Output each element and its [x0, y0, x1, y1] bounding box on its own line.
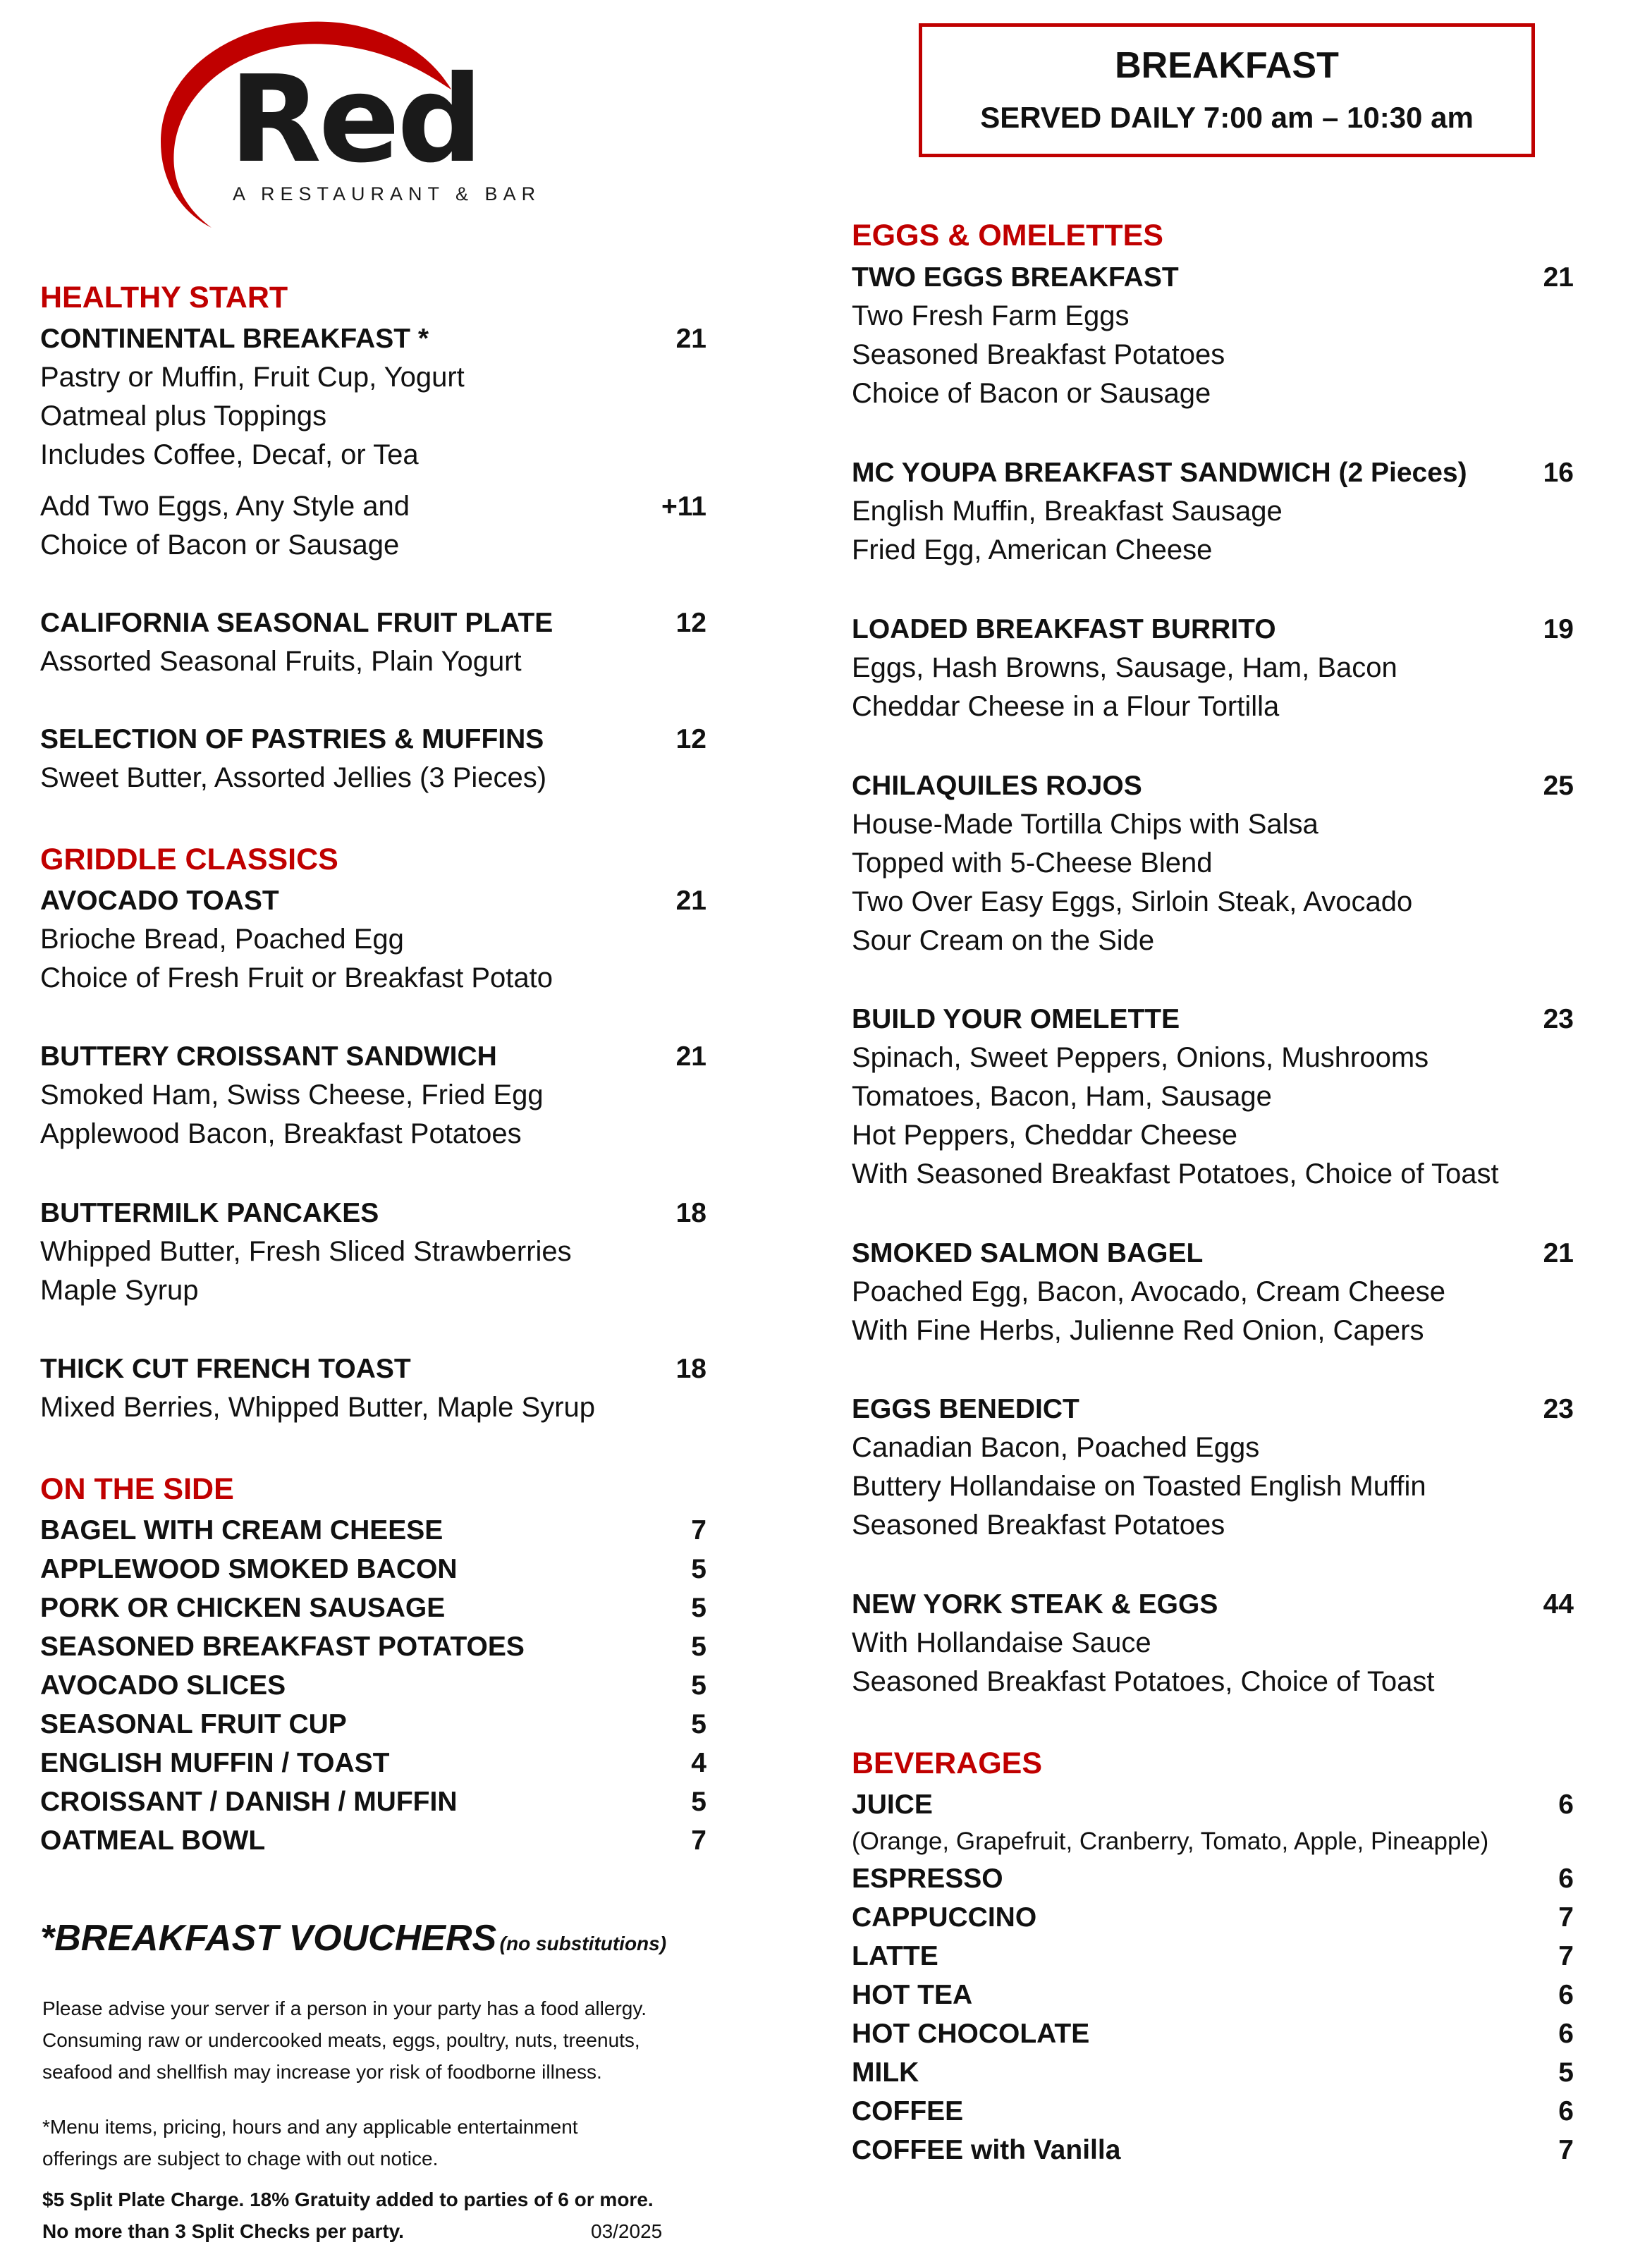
item-price: 7 — [1558, 2135, 1574, 2165]
item-name: COFFEE with Vanilla — [852, 2135, 1121, 2165]
menu-item — [40, 604, 706, 681]
section-title-beverages: BEVERAGES — [852, 1746, 1043, 1780]
item-description: Smoked Ham, Swiss Cheese, Fried Egg — [40, 1079, 544, 1110]
item-description: English Muffin, Breakfast Sausage — [852, 496, 1283, 527]
policy-line: $5 Split Plate Charge. 18% Gratuity added to parties of 6 or more. — [42, 2189, 654, 2210]
item-description: Sour Cream on the Side — [852, 925, 1155, 956]
item-description: Fried Egg, American Cheese — [852, 534, 1213, 565]
item-description: Seasoned Breakfast Potatoes — [852, 1510, 1225, 1541]
allergy-line: Consuming raw or undercooked meats, eggs, poultry, nuts, treenuts, — [42, 2029, 640, 2051]
item-name: MILK — [852, 2057, 919, 2088]
item-price: 18 — [675, 1354, 706, 1384]
allergy-notice — [42, 1993, 719, 2088]
item-price: 5 — [1558, 2057, 1574, 2088]
menu-hours: SERVED DAILY 7:00 am – 10:30 am — [980, 101, 1474, 134]
item-name: LOADED BREAKFAST BURRITO — [852, 614, 1276, 644]
list-item — [852, 2014, 1574, 2053]
item-name: MC YOUPA BREAKFAST SANDWICH (2 Pieces) — [852, 458, 1467, 488]
item-name: AVOCADO TOAST — [40, 886, 279, 916]
list-item — [852, 1859, 1574, 1898]
notice-line: offerings are subject to chage with out notice. — [42, 2148, 439, 2170]
item-price: 23 — [1543, 1004, 1574, 1034]
item-price: 6 — [1558, 2096, 1574, 2126]
list-item — [40, 1550, 706, 1589]
item-description: Two Fresh Farm Eggs — [852, 300, 1130, 331]
list-item — [40, 1589, 706, 1627]
item-description: Topped with 5-Cheese Blend — [852, 847, 1213, 879]
item-price: 12 — [675, 724, 706, 754]
list-item — [852, 2092, 1574, 2131]
item-name: ESPRESSO — [852, 1864, 1003, 1894]
item-name: OATMEAL BOWL — [40, 1825, 266, 1856]
item-description: Maple Syrup — [40, 1275, 199, 1306]
item-name: PORK OR CHICKEN SAUSAGE — [40, 1593, 446, 1623]
policy-line: No more than 3 Split Checks per party. — [42, 2220, 404, 2242]
item-price: 21 — [675, 886, 706, 916]
list-item — [40, 1821, 706, 1860]
menu-item — [40, 1350, 706, 1427]
menu-item — [40, 1037, 706, 1153]
item-price: 5 — [691, 1554, 706, 1584]
item-description: Includes Coffee, Decaf, or Tea — [40, 439, 419, 470]
item-description: Poached Egg, Bacon, Avocado, Cream Cheese — [852, 1276, 1446, 1307]
item-name: CHILAQUILES ROJOS — [852, 771, 1142, 801]
item-description: Eggs, Hash Browns, Sausage, Ham, Bacon — [852, 652, 1397, 683]
item-price: 7 — [691, 1825, 706, 1856]
item-description: With Seasoned Breakfast Potatoes, Choice of Toast — [852, 1158, 1499, 1189]
item-price: 5 — [691, 1787, 706, 1817]
list-item — [40, 1705, 706, 1744]
item-name: SEASONAL FRUIT CUP — [40, 1709, 347, 1739]
item-description: Canadian Bacon, Poached Eggs — [852, 1432, 1260, 1463]
item-name: EGGS BENEDICT — [852, 1394, 1079, 1424]
item-description: Choice of Fresh Fruit or Breakfast Potato — [40, 962, 553, 993]
vouchers-heading — [40, 1916, 666, 1960]
list-item — [40, 1782, 706, 1821]
section-title-eggs-omelettes: EGGS & OMELETTES — [852, 219, 1163, 252]
section-title-on-the-side: ON THE SIDE — [40, 1472, 234, 1506]
item-price: 4 — [691, 1748, 706, 1778]
notice-line: *Menu items, pricing, hours and any applicable entertainment — [42, 2116, 578, 2138]
menu-item — [852, 610, 1574, 726]
menu-item — [852, 1234, 1574, 1350]
menu-item — [40, 319, 706, 475]
allergy-line: Please advise your server if a person in your party has a food allergy. — [42, 1997, 647, 2019]
item-name: CROISSANT / DANISH / MUFFIN — [40, 1787, 458, 1817]
item-price: 7 — [1558, 1941, 1574, 1971]
item-description: House-Made Tortilla Chips with Salsa — [852, 809, 1318, 840]
item-price: 12 — [675, 608, 706, 638]
item-description: Mixed Berries, Whipped Butter, Maple Syrup — [40, 1392, 596, 1423]
item-description: Sweet Butter, Assorted Jellies (3 Pieces) — [40, 762, 547, 793]
item-price: 5 — [691, 1632, 706, 1662]
item-price: 23 — [1543, 1394, 1574, 1424]
menu-date: 03/2025 — [591, 2220, 663, 2242]
list-item — [40, 1627, 706, 1666]
item-price: 21 — [1543, 262, 1574, 293]
logo-tagline: A RESTAURANT & BAR — [233, 183, 542, 204]
list-item — [852, 2053, 1574, 2092]
item-description: Two Over Easy Eggs, Sirloin Steak, Avocado — [852, 886, 1413, 917]
item-name: ENGLISH MUFFIN / TOAST — [40, 1748, 390, 1778]
menu-item — [852, 1000, 1574, 1194]
menu-item — [852, 1785, 1574, 1859]
item-price: 6 — [1558, 1980, 1574, 2010]
item-price: 21 — [1543, 1238, 1574, 1268]
menu-item — [852, 258, 1574, 413]
item-name: HOT CHOCOLATE — [852, 2019, 1090, 2049]
item-name: BAGEL WITH CREAM CHEESE — [40, 1515, 443, 1546]
item-name: BUILD YOUR OMELETTE — [852, 1004, 1180, 1034]
item-name: BUTTERY CROISSANT SANDWICH — [40, 1041, 497, 1072]
list-item — [40, 1511, 706, 1550]
item-description: Applewood Bacon, Breakfast Potatoes — [40, 1118, 522, 1149]
item-description: Choice of Bacon or Sausage — [40, 530, 400, 561]
item-name: CALIFORNIA SEASONAL FRUIT PLATE — [40, 608, 553, 638]
menu-item — [852, 1585, 1574, 1701]
item-price: 6 — [1558, 1864, 1574, 1894]
item-name: BUTTERMILK PANCAKES — [40, 1198, 379, 1228]
item-description: Brioche Bread, Poached Egg — [40, 924, 404, 955]
item-price: 5 — [691, 1670, 706, 1701]
menu-item — [40, 1194, 706, 1310]
menu-item — [40, 720, 706, 797]
item-price: 25 — [1543, 771, 1574, 801]
item-description: Seasoned Breakfast Potatoes — [852, 339, 1225, 370]
item-price: 5 — [691, 1593, 706, 1623]
item-name: LATTE — [852, 1941, 938, 1971]
item-description: Choice of Bacon or Sausage — [852, 378, 1211, 409]
item-description: With Hollandaise Sauce — [852, 1627, 1151, 1658]
logo-wordmark: Red — [229, 50, 480, 190]
list-item — [852, 2131, 1574, 2170]
item-name: CONTINENTAL BREAKFAST * — [40, 324, 429, 354]
item-description: Cheddar Cheese in a Flour Tortilla — [852, 691, 1280, 722]
item-description: Tomatoes, Bacon, Ham, Sausage — [852, 1081, 1272, 1112]
item-description: With Fine Herbs, Julienne Red Onion, Capers — [852, 1315, 1424, 1346]
item-price: 5 — [691, 1709, 706, 1739]
list-item — [40, 1744, 706, 1782]
item-description: Pastry or Muffin, Fruit Cup, Yogurt — [40, 362, 465, 393]
item-name: JUICE — [852, 1789, 933, 1820]
vouchers-title: *BREAKFAST VOUCHERS — [40, 1918, 497, 1959]
list-item — [852, 1898, 1574, 1937]
item-name: COFFEE — [852, 2096, 964, 2126]
item-price: 19 — [1543, 614, 1574, 644]
item-name: THICK CUT FRENCH TOAST — [40, 1354, 411, 1384]
beverage-list — [852, 1859, 1574, 2170]
item-price: 16 — [1543, 458, 1574, 488]
menu-item — [40, 487, 706, 565]
item-name: NEW YORK STEAK & EGGS — [852, 1589, 1218, 1620]
juice-options: (Orange, Grapefruit, Cranberry, Tomato, Apple, Pineapple) — [852, 1828, 1489, 1855]
item-price: 6 — [1558, 2019, 1574, 2049]
item-price: 21 — [675, 1041, 706, 1072]
item-name: TWO EGGS BREAKFAST — [852, 262, 1179, 293]
item-name: SMOKED SALMON BAGEL — [852, 1238, 1204, 1268]
item-description: Seasoned Breakfast Potatoes, Choice of Toast — [852, 1666, 1435, 1697]
item-price: +11 — [661, 491, 706, 522]
item-price: 21 — [675, 324, 706, 354]
menu-item — [40, 881, 706, 998]
logo — [134, 18, 571, 229]
item-name: SELECTION OF PASTRIES & MUFFINS — [40, 724, 544, 754]
menu-change-notice — [42, 2111, 719, 2174]
section-title-griddle-classics: GRIDDLE CLASSICS — [40, 843, 338, 876]
item-description: Hot Peppers, Cheddar Cheese — [852, 1120, 1237, 1151]
item-price: 18 — [675, 1198, 706, 1228]
item-price: 7 — [691, 1515, 706, 1546]
menu-item — [852, 766, 1574, 960]
item-description: Whipped Butter, Fresh Sliced Strawberries — [40, 1236, 572, 1267]
item-name: AVOCADO SLICES — [40, 1670, 286, 1701]
item-name: Add Two Eggs, Any Style and — [40, 491, 410, 522]
allergy-line: seafood and shellfish may increase yor risk of foodborne illness. — [42, 2061, 602, 2083]
item-description: Buttery Hollandaise on Toasted English Muffin — [852, 1471, 1426, 1502]
item-name: HOT TEA — [852, 1980, 973, 2010]
menu-title: BREAKFAST — [1115, 45, 1339, 86]
breakfast-header-box — [919, 23, 1535, 157]
item-price: 7 — [1558, 1902, 1574, 1933]
vouchers-note: (no substitutions) — [499, 1933, 667, 1954]
side-items-list — [40, 1511, 706, 1860]
list-item — [40, 1666, 706, 1705]
item-name: APPLEWOOD SMOKED BACON — [40, 1554, 458, 1584]
item-price: 44 — [1543, 1589, 1574, 1620]
item-description: Oatmeal plus Toppings — [40, 400, 327, 432]
item-description: Assorted Seasonal Fruits, Plain Yogurt — [40, 646, 522, 677]
section-title-healthy-start: HEALTHY START — [40, 281, 288, 314]
item-description: Spinach, Sweet Peppers, Onions, Mushrooms — [852, 1042, 1429, 1073]
menu-item — [852, 1390, 1574, 1545]
item-name: SEASONED BREAKFAST POTATOES — [40, 1632, 525, 1662]
list-item — [852, 1937, 1574, 1976]
item-price: 6 — [1558, 1789, 1574, 1820]
menu-item — [852, 453, 1574, 570]
list-item — [852, 1976, 1574, 2014]
item-name: CAPPUCCINO — [852, 1902, 1037, 1933]
